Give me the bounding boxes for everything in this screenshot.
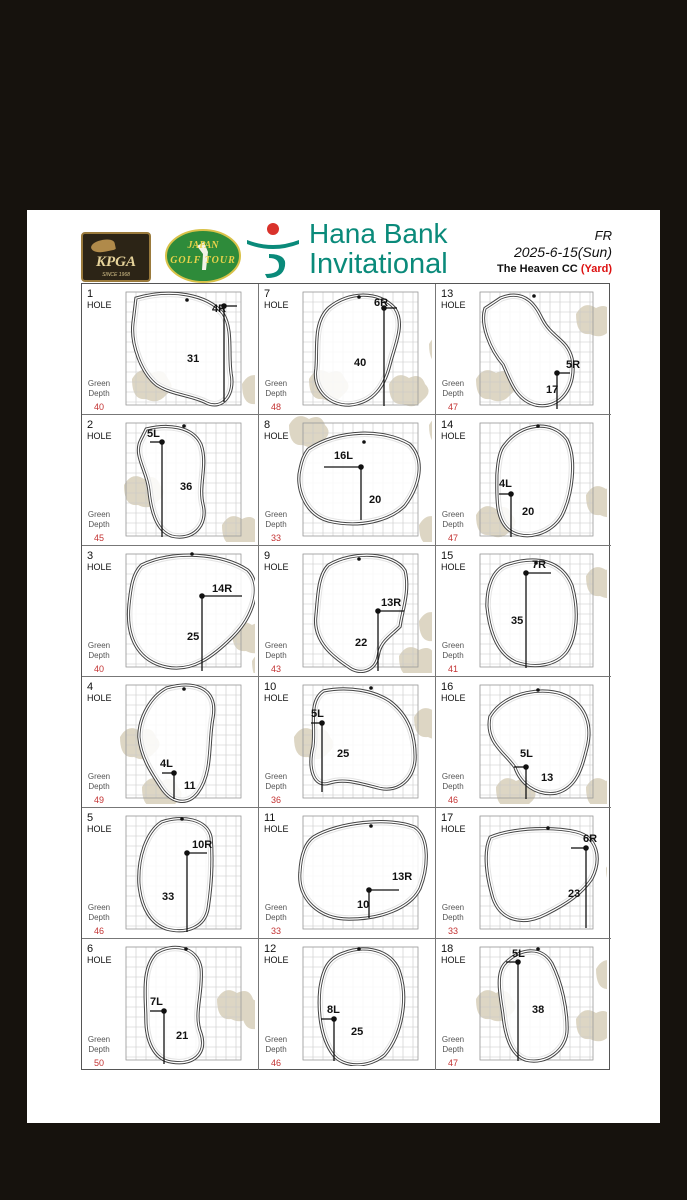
depth-label: Depth [265,913,287,922]
green-depth-value: 47 [447,402,458,412]
green-outline-inner [317,296,399,404]
front-marker-icon [369,686,373,690]
distance-label: 17 [546,384,559,396]
green-depth-value: 33 [270,533,281,543]
distance-label: 13 [541,772,554,784]
green-depth-label [85,903,113,923]
green-outline-inner [490,692,588,792]
green-depth-value: 47 [447,533,458,543]
hole-17-cell [436,808,611,939]
green-depth-label [85,510,113,530]
jgto-logo-line2: GOLF TOUR [170,255,236,266]
hole-number: 6 [87,943,94,955]
pin-position-icon [366,887,372,893]
kpga-swoosh-icon [90,238,116,255]
green-outline-inner [140,428,203,536]
bunker-icon [414,708,432,739]
green-depth-value: 47 [447,1058,458,1068]
hole-1-cell [82,284,259,415]
hole-4-cell [82,677,259,808]
hole-label: HOLE [264,300,289,310]
green-diagram [466,677,607,804]
hole-label: HOLE [87,300,112,310]
hole-2-cell [82,415,259,546]
green-depth-value: 45 [93,533,104,543]
front-marker-icon [190,552,194,556]
offset-label: 7L [150,996,163,1008]
depth-label: Depth [88,782,110,791]
offset-label: 5R [566,359,581,371]
hole-label: HOLE [87,693,112,703]
bunker-icon [399,647,432,673]
pin-position-icon [171,770,177,776]
green-label: Green [441,772,465,781]
jgto-logo-line1: JAPAN [187,240,219,251]
hole-label: HOLE [87,431,112,441]
pin-position-icon [554,370,560,376]
green-diagram [289,415,432,542]
green-depth-value: 33 [270,926,281,936]
front-marker-icon [180,817,184,821]
pin-position-icon [515,959,521,965]
hana-bank-emblem-icon [245,220,301,282]
green-label: Green [441,903,465,912]
hole-number: 15 [441,550,454,562]
green-depth-label [439,510,467,530]
green-depth-value: 48 [270,402,281,412]
bunker-icon [419,612,432,643]
front-marker-icon [184,947,188,951]
offset-label: 5L [520,748,533,760]
green-depth-label [262,379,290,399]
green-label: Green [441,641,465,650]
front-marker-icon [362,440,366,444]
distance-label: 23 [568,888,581,900]
hole-label: HOLE [87,562,112,572]
green-diagram [289,808,432,935]
hole-number: 10 [264,681,277,693]
depth-label: Depth [88,651,110,660]
distance-label: 38 [532,1004,545,1016]
offset-label: 5L [147,428,160,440]
green-depth-label [262,772,290,792]
green-depth-value: 50 [93,1058,104,1068]
bunker-icon [586,778,607,804]
hole-label: HOLE [87,824,112,834]
hole-5-cell [82,808,259,939]
event-date: 2025-6-15(Sun) [513,244,612,260]
green-label: Green [87,510,111,519]
depth-label: Depth [442,782,464,791]
distance-label: 20 [369,494,382,506]
front-marker-icon [357,557,361,561]
green-diagram [112,415,255,542]
green-depth-value: 40 [93,402,104,412]
bunker-icon [576,305,607,336]
green-label: Green [441,379,465,388]
brand-title-line2: Invitational [309,248,448,280]
green-diagram [466,939,607,1066]
offset-label: 6R [374,297,389,309]
hole-label: HOLE [264,955,289,965]
depth-label: Depth [265,389,287,398]
hole-label: HOLE [264,431,289,441]
hole-number: 9 [264,550,271,562]
green-diagram [289,546,432,673]
green-diagram [112,677,255,804]
green-outline-inner [488,561,575,664]
depth-label: Depth [88,1045,110,1054]
hole-number: 18 [441,943,454,955]
green-depth-label [439,379,467,399]
distance-label: 21 [176,1030,189,1042]
hole-3-cell [82,546,259,677]
green-diagram [112,939,255,1066]
round-tag: FR [594,228,612,243]
bunker-icon [576,1010,607,1041]
green-label: Green [87,772,111,781]
offset-label: 5L [512,948,525,960]
green-diagram [289,284,432,411]
bunker-icon [419,516,432,542]
hole-13-cell [436,284,611,415]
pin-position-icon [159,439,165,445]
bunker-icon [596,960,607,991]
hole-label: HOLE [441,955,466,965]
depth-label: Depth [88,913,110,922]
depth-label: Depth [265,1045,287,1054]
green-label: Green [87,1035,111,1044]
green-diagram [466,415,607,542]
front-marker-icon [182,687,186,691]
green-depth-value: 43 [270,664,281,674]
front-marker-icon [369,824,373,828]
green-depth-label [262,510,290,530]
hole-number: 2 [87,419,94,431]
kpga-logo-sub: SINCE 1968 [102,272,130,278]
distance-label: 25 [337,748,350,760]
green-diagram [466,284,607,411]
pin-position-icon [184,850,190,856]
distance-label: 40 [354,357,367,369]
green-label: Green [264,510,288,519]
hole-label: HOLE [441,562,466,572]
pin-position-icon [358,464,364,470]
hole-6-cell [82,939,259,1070]
green-diagram [466,808,607,935]
hole-label: HOLE [264,824,289,834]
offset-label: 10R [192,839,213,851]
distance-label: 11 [184,780,196,792]
hole-12-cell [259,939,436,1070]
green-diagram [112,808,255,935]
pin-position-icon [583,845,589,851]
green-diagram [289,677,432,804]
pin-position-icon [319,720,325,726]
green-depth-label [262,1035,290,1055]
offset-label: 6R [583,833,598,845]
depth-label: Depth [265,651,287,660]
front-marker-icon [536,424,540,428]
hole-label: HOLE [441,824,466,834]
offset-label: 13R [392,871,413,883]
front-marker-icon [357,947,361,951]
bunker-icon [586,567,607,598]
bunker-icon [242,375,255,406]
depth-label: Depth [442,520,464,529]
green-label: Green [441,1035,465,1044]
green-label: Green [264,641,288,650]
kpga-logo-text: KPGA [95,254,136,270]
bunker-icon [586,486,607,517]
pin-position-icon [199,593,205,599]
kpga-logo [81,232,151,282]
green-depth-label [439,1035,467,1055]
hole-15-cell [436,546,611,677]
hole-label: HOLE [441,431,466,441]
green-depth-value: 36 [270,795,281,805]
front-marker-icon [182,424,186,428]
green-label: Green [264,772,288,781]
offset-label: 4R [212,303,227,315]
green-depth-value: 46 [447,795,458,805]
green-depth-value: 40 [93,664,104,674]
distance-label: 31 [187,353,200,365]
bunker-icon [222,516,255,542]
distance-label: 33 [162,891,175,903]
distance-label: 25 [351,1026,364,1038]
front-marker-icon [546,826,550,830]
green-diagram [112,546,255,673]
hole-number: 3 [87,550,94,562]
green-depth-label [85,379,113,399]
green-label: Green [264,379,288,388]
green-depth-value: 49 [93,795,104,805]
green-label: Green [87,903,111,912]
distance-label: 35 [511,615,524,627]
green-label: Green [87,379,111,388]
depth-label: Depth [442,389,464,398]
unit-label: (Yard) [580,263,612,275]
offset-label: 5L [311,708,324,720]
pin-position-icon [508,491,514,497]
depth-label: Depth [88,389,110,398]
hole-number: 14 [441,419,454,431]
hole-7-cell [259,284,436,415]
pin-position-icon [523,764,529,770]
pin-position-icon [523,570,529,576]
distance-label: 22 [355,637,368,649]
green-diagram [289,939,432,1066]
hole-label: HOLE [264,562,289,572]
distance-label: 10 [357,899,370,911]
bunker-icon [252,652,255,673]
depth-label: Depth [442,651,464,660]
depth-label: Depth [265,520,287,529]
green-depth-label [85,641,113,661]
green-depth-value: 46 [270,1058,281,1068]
hole-number: 5 [87,812,94,824]
venue-name: The Heaven CC [497,263,578,275]
pin-sheet [27,210,660,1123]
green-depth-label [439,903,467,923]
offset-label: 14R [212,583,233,595]
hole-number: 16 [441,681,454,693]
green-outline-inner [130,556,255,667]
hole-18-cell [436,939,611,1070]
green-diagram [466,546,607,673]
distance-label: 25 [187,631,200,643]
green-depth-label [262,641,290,661]
hole-16-cell [436,677,611,808]
bunker-icon [606,859,607,890]
green-outline-inner [140,820,211,930]
bunker-icon [429,416,432,447]
green-depth-label [85,1035,113,1055]
hole-label: HOLE [441,300,466,310]
green-depth-label [439,772,467,792]
front-marker-icon [185,298,189,302]
holes-grid [81,283,610,1070]
green-depth-label [439,641,467,661]
pin-position-icon [375,608,381,614]
brand-title-line1: Hana Bank [309,218,448,249]
hole-number: 1 [87,288,94,300]
hole-number: 8 [264,419,271,431]
depth-label: Depth [442,913,464,922]
green-diagram [112,284,255,411]
front-marker-icon [357,295,361,299]
distance-label: 20 [522,506,535,518]
depth-label: Depth [442,1045,464,1054]
event-venue [497,263,612,275]
hole-number: 7 [264,288,271,300]
hole-11-cell [259,808,436,939]
bunker-icon [389,375,429,406]
offset-label: 16L [334,450,353,462]
depth-label: Depth [88,520,110,529]
hole-14-cell [436,415,611,546]
offset-label: 4L [499,478,512,490]
hole-number: 4 [87,681,94,693]
hole-label: HOLE [264,693,289,703]
pin-position-icon [331,1016,337,1022]
hole-number: 12 [264,943,277,955]
hole-9-cell [259,546,436,677]
offset-label: 8L [327,1004,340,1016]
distance-label: 36 [180,481,193,493]
hole-8-cell [259,415,436,546]
green-label: Green [264,1035,288,1044]
green-depth-label [262,903,290,923]
green-depth-value: 33 [447,926,458,936]
depth-label: Depth [265,782,287,791]
hole-number: 11 [264,812,276,824]
offset-label: 4L [160,758,173,770]
pin-position-icon [161,1008,167,1014]
hole-10-cell [259,677,436,808]
green-label: Green [264,903,288,912]
hole-number: 17 [441,812,454,824]
hole-number: 13 [441,288,454,300]
green-label: Green [441,510,465,519]
hole-label: HOLE [87,955,112,965]
hole-label: HOLE [441,693,466,703]
green-depth-value: 41 [447,664,458,674]
front-marker-icon [536,947,540,951]
green-depth-value: 46 [93,926,104,936]
green-label: Green [87,641,111,650]
green-depth-label [85,772,113,792]
front-marker-icon [532,294,536,298]
offset-label: 7R [532,559,547,571]
offset-label: 13R [381,597,402,609]
jgto-logo [164,228,242,284]
bunker-icon [429,335,432,366]
front-marker-icon [536,688,540,692]
